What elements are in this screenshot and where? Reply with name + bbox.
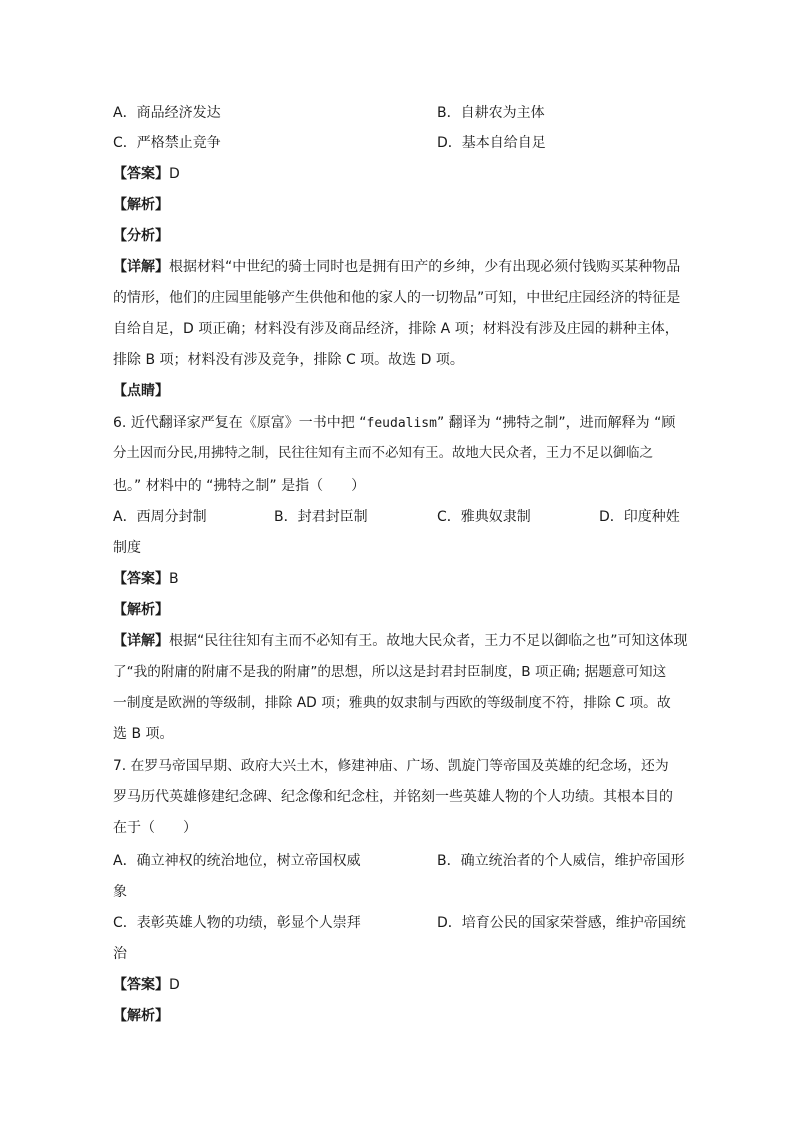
q6-analysis-label: 【解析】 [113, 602, 169, 618]
q7-option-c: C．表彰英雄人物的功绩，彰显个人崇拜 [113, 915, 361, 931]
answer-label: 【答案】 [113, 571, 169, 587]
q5-option-d: D．基本自给自足 [437, 135, 546, 151]
q7-answer [113, 975, 180, 995]
q5-analysis-label: 【解析】 [113, 197, 169, 213]
q7-option-b: B．确立统治者的个人威信，维护帝国形 [437, 853, 685, 869]
q6-option-b: B．封君封臣制 [274, 509, 368, 525]
q6-stem-line-1 [113, 413, 675, 434]
q7-option-d-continued: 治 [113, 946, 127, 962]
answer-value: D [169, 977, 180, 993]
q7-option-b-continued: 象 [113, 884, 127, 900]
q5-dianjing-label: 【点睛】 [113, 383, 169, 399]
q5-detail-line-1 [113, 257, 680, 277]
q6-option-d-continued: 制度 [113, 540, 141, 556]
q6-detail-line-2: 了“我的附庸的附庸不是我的附庸”的思想，所以这是封君封臣制度，B 项正确; 据题意可知这 [113, 664, 667, 680]
q7-option-d: D．培育公民的国家荣誉感，维护帝国统 [437, 915, 686, 931]
q6-stem-post: ” 翻译为 “拂特之制”，进而解释为 “顾 [436, 415, 676, 431]
q5-answer [113, 164, 180, 184]
detail-label: 【详解】 [113, 633, 169, 649]
q6-stem-line-3: 也。” 材料中的 “拂特之制” 是指（ ） [113, 478, 366, 494]
detail-label: 【详解】 [113, 259, 169, 275]
detail-text: 根据材料“中世纪的骑士同时也是拥有田产的乡绅，少有出现必须付钱购买某种物品 [169, 259, 681, 275]
q6-option-c: C．雅典奴隶制 [437, 509, 531, 525]
q5-detail-line-4: 排除 B 项；材料没有涉及竞争，排除 C 项。故选 D 项。 [113, 352, 464, 368]
q6-detail-line-1 [113, 631, 688, 651]
q7-stem-line-1: 7. 在罗马帝国早期、政府大兴土木，修建神庙、广场、凯旋门等帝国及英雄的纪念场，还为 [113, 758, 669, 774]
q5-option-c: C．严格禁止竞争 [113, 135, 221, 151]
q5-option-a: A．商品经济发达 [113, 105, 221, 121]
q6-option-a: A．西周分封制 [113, 509, 207, 525]
q7-stem-line-2: 罗马历代英雄修建纪念碑、纪念像和纪念柱，并铭刻一些英雄人物的个人功绩。其根本目的 [113, 789, 673, 805]
q5-detail-line-2: 的情形，他们的庄园里能够产生供他和他的家人的一切物品”可知，中世纪庄园经济的特征是 [113, 290, 681, 306]
q5-option-b: B．自耕农为主体 [437, 105, 545, 121]
q5-detail-line-3: 自给自足，D 项正确；材料没有涉及商品经济，排除 A 项；材料没有涉及庄园的耕种主体， [113, 321, 679, 337]
detail-text: 根据“民往往知有主而不必知有王。故地大民众者，王力不足以御临之也”可知这体现 [169, 633, 688, 649]
q5-fenxi-label: 【分析】 [113, 228, 169, 244]
q6-answer [113, 569, 179, 589]
q6-stem-pre: 6. 近代翻译家严复在《原富》一书中把 “ [113, 415, 367, 431]
answer-label: 【答案】 [113, 977, 169, 993]
q7-analysis-label: 【解析】 [113, 1008, 169, 1024]
q7-option-a: A．确立神权的统治地位，树立帝国权威 [113, 853, 361, 869]
q6-stem-term: feudalism [366, 416, 437, 431]
q6-detail-line-4: 选 B 项。 [113, 726, 174, 742]
answer-label: 【答案】 [113, 166, 169, 182]
answer-value: D [169, 166, 180, 182]
answer-value: B [169, 571, 179, 587]
q6-option-d: D．印度种姓 [599, 509, 680, 525]
q6-stem-line-2: 分土因而分民,用拂特之制，民往往知有主而不必知有王。故地大民众者，王力不足以御临之 [113, 446, 653, 461]
q6-detail-line-3: 一制度是欧洲的等级制，排除 AD 项；雅典的奴隶制与西欧的等级制度不符，排除 C 项。故 [113, 695, 671, 711]
q7-stem-line-3: 在于（ ） [113, 820, 197, 836]
